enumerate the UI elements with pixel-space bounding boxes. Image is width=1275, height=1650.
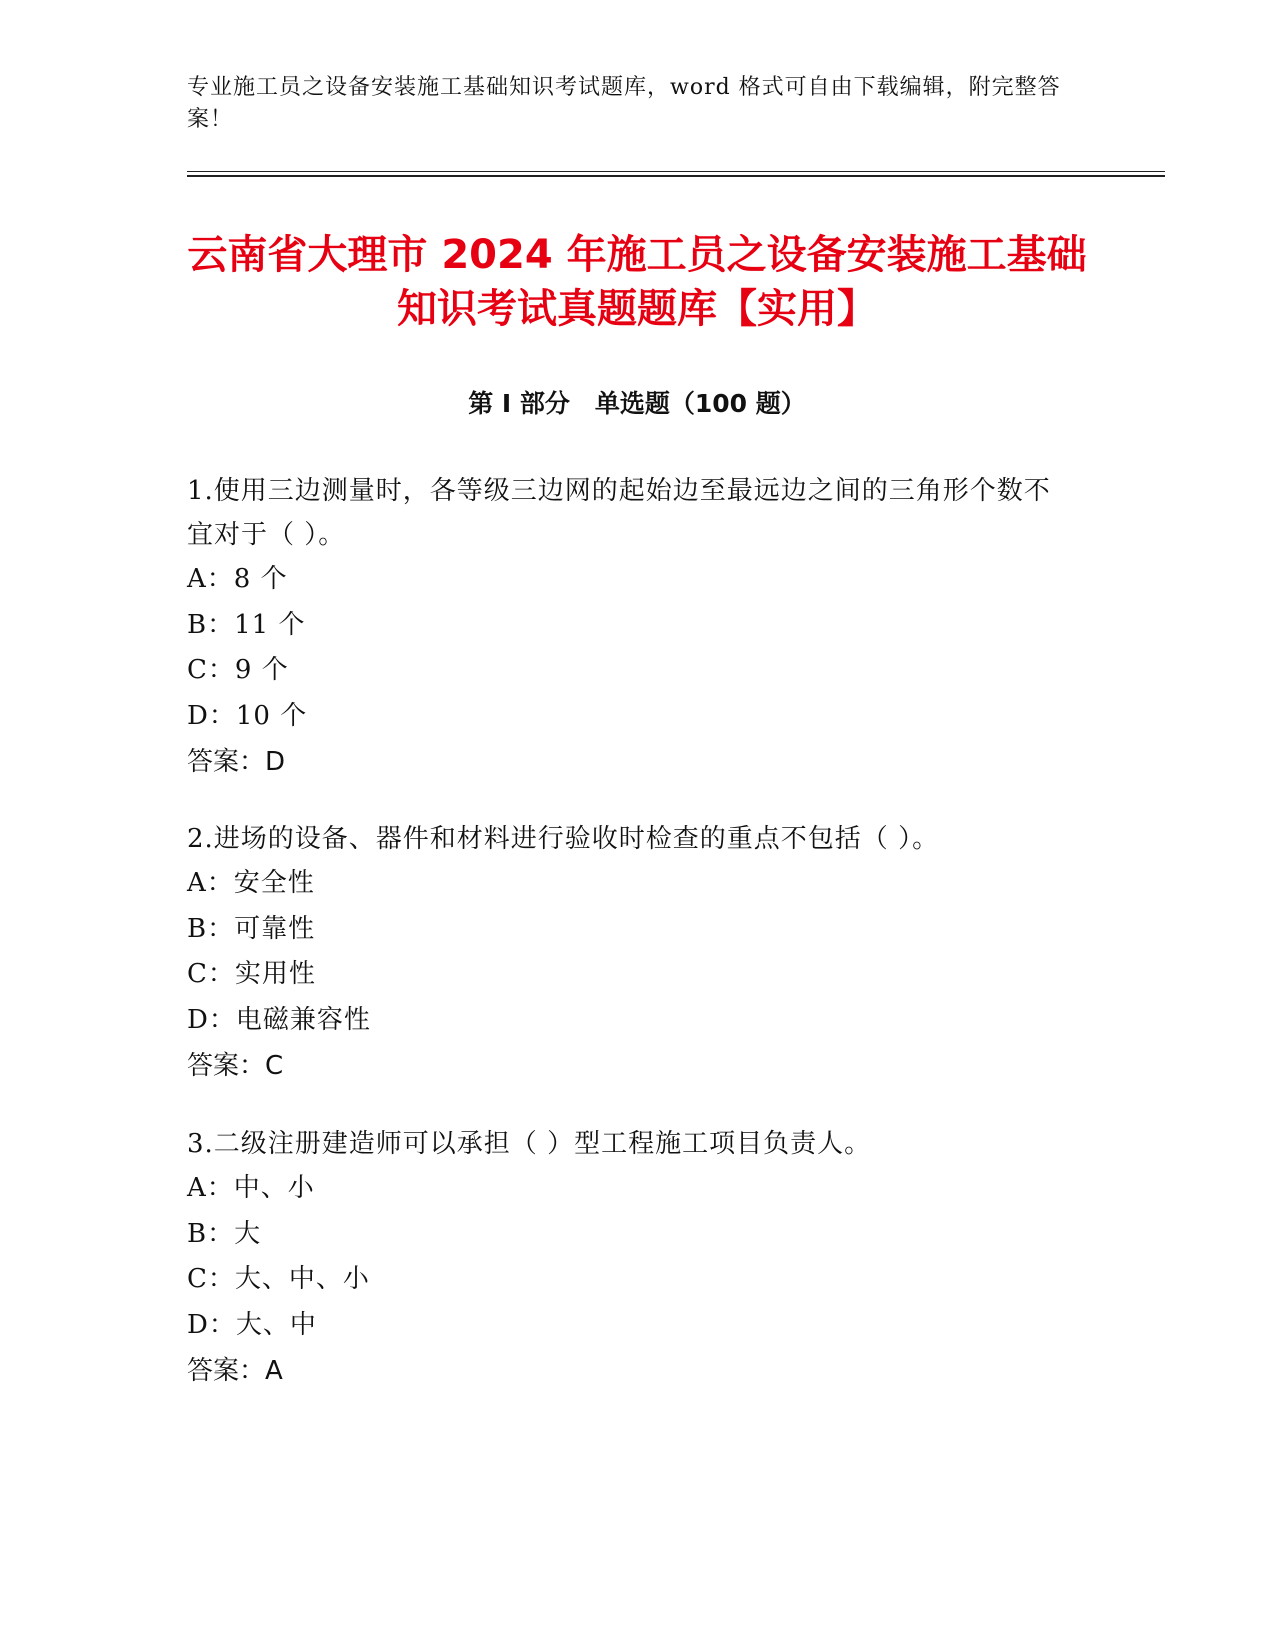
answer-value: D [265,747,286,777]
option-b: B：11 个 [187,609,306,640]
question-stem: 1.使用三边测量时，各等级三边网的起始边至最远边之间的三角形个数不宜对于（ ）。 [187,476,1051,550]
option-a: A：安全性 [187,868,315,898]
answer-label: 答案： [187,747,266,777]
answer-line [187,1043,1067,1089]
option-d: D：电磁兼容性 [187,1004,371,1035]
answer-label: 答案： [187,1051,266,1081]
question-stem: 3.二级注册建造师可以承担（ ）型工程施工项目负责人。 [187,1129,872,1159]
document-title: 云南省大理市 2024 年施工员之设备安装施工基础知识考试真题题库【实用】 [187,232,1087,332]
question-stem: 2.进场的设备、器件和材料进行验收时检查的重点不包括（ ）。 [187,824,940,854]
header-divider-top [187,171,1165,172]
question-3 [187,1122,1067,1394]
option-c: C：大、中、小 [187,1264,370,1294]
answer-label: 答案： [187,1356,266,1386]
option-d: D：10 个 [187,700,308,731]
answer-line [187,1348,1067,1394]
option-d: D：大、中 [187,1309,317,1340]
option-a: A：8 个 [187,564,288,594]
answer-value: C [265,1051,284,1081]
option-a: A：中、小 [187,1173,315,1203]
option-b: B：可靠性 [187,913,316,944]
option-b: B：大 [187,1218,262,1249]
header-note: 专业施工员之设备安装施工基础知识考试题库，word 格式可自由下载编辑，附完整答案！ [187,75,1061,132]
answer-line [187,739,1067,785]
question-2 [187,817,1067,1089]
option-c: C：9 个 [187,655,289,685]
question-1 [187,469,1067,785]
section-title: 第 I 部分 单选题（100 题） [468,389,806,418]
header-divider-bottom [187,175,1165,177]
option-c: C：实用性 [187,959,316,989]
answer-value: A [265,1356,283,1386]
